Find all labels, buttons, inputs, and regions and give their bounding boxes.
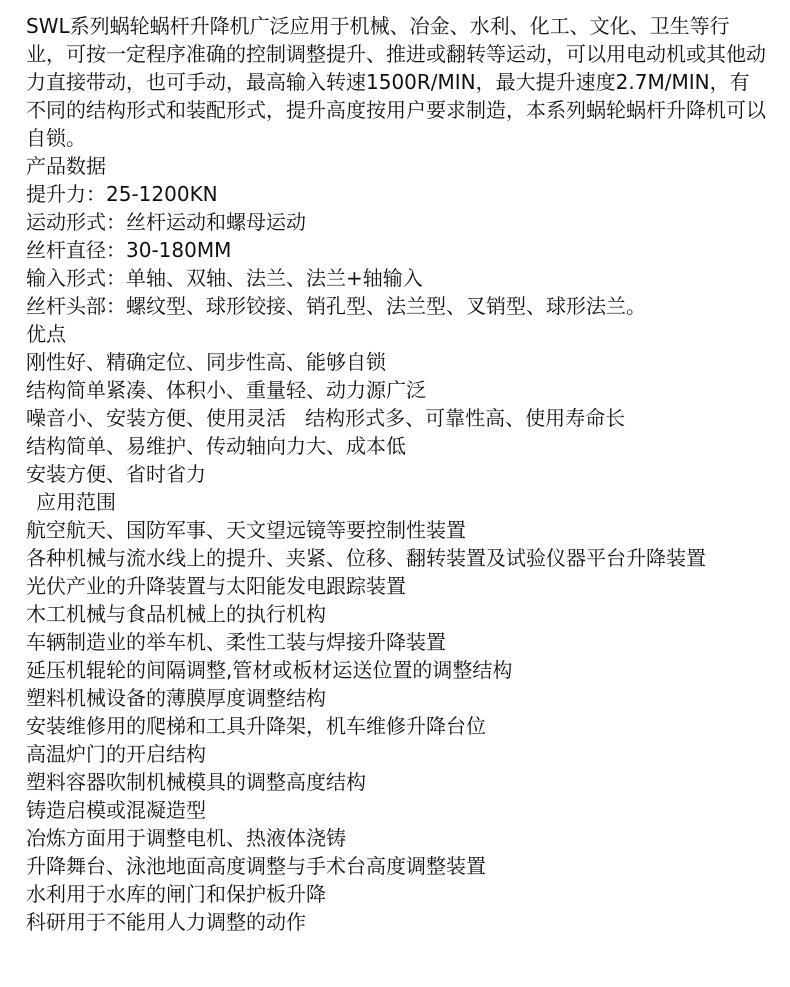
document-body bbox=[26, 12, 766, 936]
section-heading-advantages: 优点 bbox=[26, 322, 66, 346]
application-item: 水利用于水库的闸门和保护板升降 bbox=[26, 882, 326, 906]
application-item: 塑料容器吹制机械模具的调整高度结构 bbox=[26, 770, 366, 794]
section-heading-product-data: 产品数据 bbox=[26, 154, 106, 178]
advantage-item: 结构简单、易维护、传动轴向力大、成本低 bbox=[26, 434, 406, 458]
product-data-item: 丝杆直径：30-180MM bbox=[26, 238, 232, 262]
product-data-item: 输入形式：单轴、双轴、法兰、法兰+轴输入 bbox=[26, 266, 423, 290]
application-item: 安装维修用的爬梯和工具升降架，机车维修升降台位 bbox=[26, 714, 486, 738]
application-item: 木工机械与食品机械上的执行机构 bbox=[26, 602, 326, 626]
application-item: 冶炼方面用于调整电机、热液体浇铸 bbox=[26, 826, 346, 850]
application-item: 延压机辊轮的间隔调整,管材或板材运送位置的调整结构 bbox=[26, 658, 513, 682]
application-item: 航空航天、国防军事、天文望远镜等要控制性装置 bbox=[26, 518, 466, 542]
section-heading-applications: 应用范围 bbox=[36, 490, 116, 514]
advantage-item: 结构简单紧凑、体积小、重量轻、动力源广泛 bbox=[26, 378, 426, 402]
application-item: 升降舞台、泳池地面高度调整与手术台高度调整装置 bbox=[26, 854, 486, 878]
application-item: 光伏产业的升降装置与太阳能发电跟踪装置 bbox=[26, 574, 406, 598]
advantage-item: 刚性好、精确定位、同步性高、能够自锁 bbox=[26, 350, 386, 374]
advantage-item: 噪音小、安装方便、使用灵活 结构形式多、可靠性高、使用寿命长 bbox=[26, 406, 626, 430]
product-data-item: 运动形式：丝杆运动和螺母运动 bbox=[26, 210, 306, 234]
product-data-item: 提升力：25-1200KN bbox=[26, 182, 218, 206]
application-item: 高温炉门的开启结构 bbox=[26, 742, 206, 766]
application-item: 铸造启模或混凝造型 bbox=[26, 798, 206, 822]
product-data-item: 丝杆头部：螺纹型、球形铰接、销孔型、法兰型、叉销型、球形法兰。 bbox=[26, 294, 646, 318]
advantage-item: 安装方便、省时省力 bbox=[26, 462, 206, 486]
application-item: 科研用于不能用人力调整的动作 bbox=[26, 910, 306, 934]
application-item: 塑料机械设备的薄膜厚度调整结构 bbox=[26, 686, 326, 710]
application-item: 车辆制造业的举车机、柔性工装与焊接升降装置 bbox=[26, 630, 446, 654]
application-item: 各种机械与流水线上的提升、夹紧、位移、翻转装置及试验仪器平台升降装置 bbox=[26, 546, 706, 570]
intro-paragraph: SWL系列蜗轮蜗杆升降机广泛应用于机械、冶金、水利、化工、文化、卫生等行业，可按一定程序准确的控制调整提升、推进或翻转等运动，可以用电动机或其他动力直接带动，也可手动，最高输入转速1500R/MIN，最大提升速度2.7M/MIN，有不同的结构形式和装配形式，提升高度按用户要求制造，本系列蜗轮蜗杆升降机可以自锁。 bbox=[26, 14, 766, 150]
